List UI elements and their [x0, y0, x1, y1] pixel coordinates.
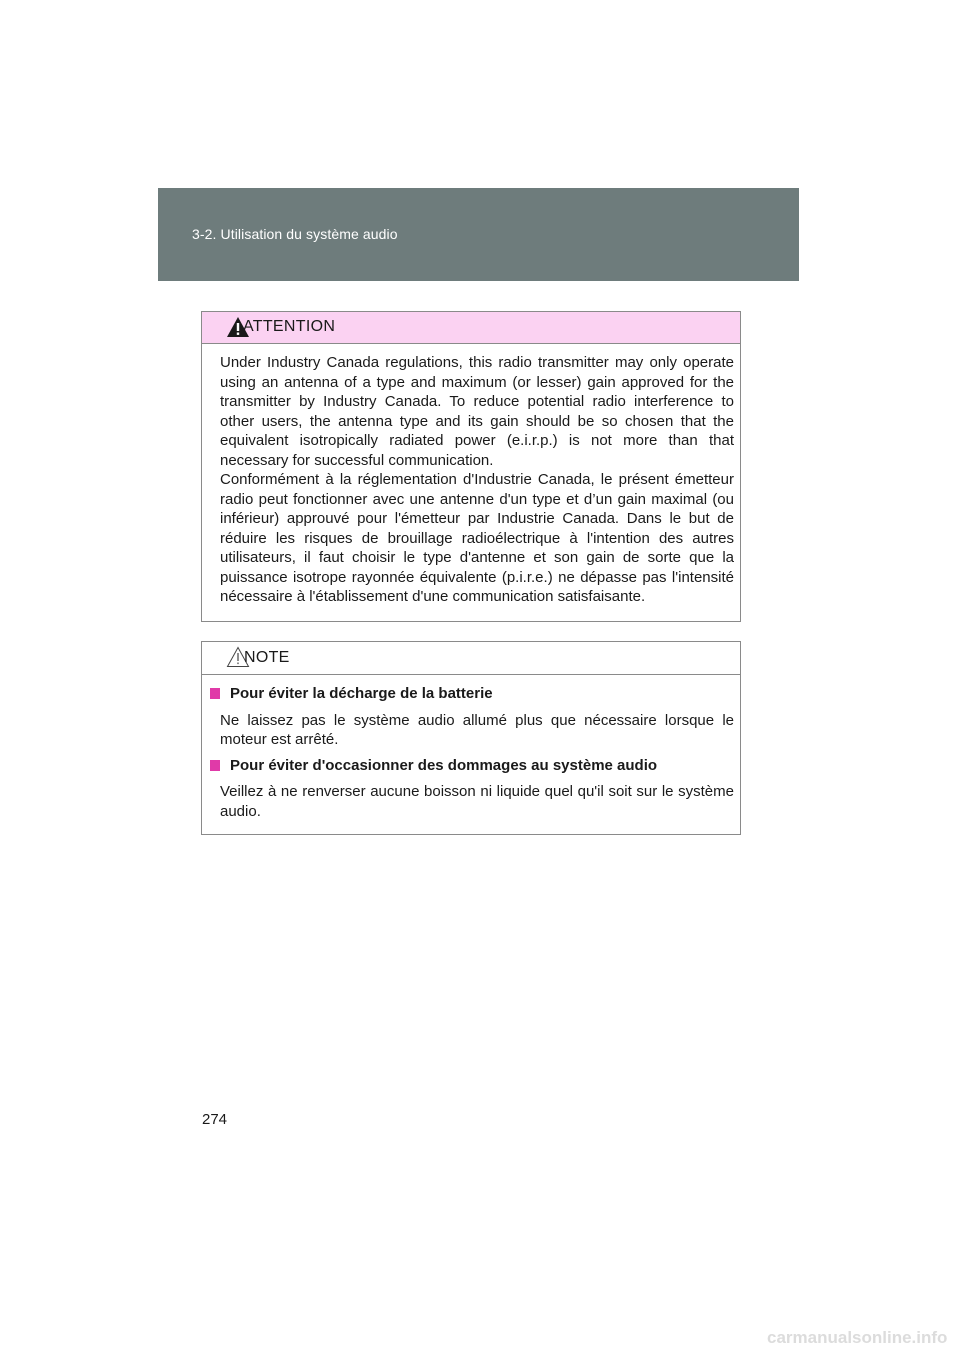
attention-paragraph-en: Under Industry Canada regulations, this radio transmitter may only operate using an antenna of a type and maximum (or lesser) gain approved for the transmitter by Industry Canada. To reduce potential radio interference to other users, the antenna type and its gain should be so chosen that the equivalent isotropically radiated power (e.i.r.p.) is not more than that necessary for successful communication.	[220, 354, 734, 469]
note-label: NOTE	[244, 649, 290, 666]
attention-label: ATTENTION	[243, 318, 336, 335]
attention-box	[201, 311, 741, 622]
note-item-title-text: Pour éviter la décharge de la batterie	[230, 685, 493, 702]
note-header	[202, 642, 740, 675]
section-title: 3-2. Utilisation du système audio	[192, 226, 398, 242]
attention-header	[202, 312, 740, 344]
note-item-title	[210, 756, 734, 776]
note-item-text: Ne laissez pas le système audio allumé plus que nécessaire lorsque le moteur est arrêté.	[220, 711, 734, 748]
note-body	[202, 675, 740, 821]
note-item-title-text: Pour éviter d'occasionner des dommages au système audio	[230, 756, 658, 774]
watermark-text: carmanualsonline.info	[767, 1328, 948, 1347]
watermark-logo	[767, 1322, 957, 1350]
attention-paragraph-fr: Conformément à la réglementation d'Industrie Canada, le présent émetteur radio peut fonctionner avec une antenne d'un type et d’un gain maximal (ou inférieur) approuvé pour l'émetteur par Industrie Canada. Dans le but de réduire les risques de brouillage radioélectrique à l'intention des autres utilisateurs, il faut choisir le type d'antenne et son gain de sorte que la puissance isotrope rayonnée équivalente (p.i.r.e.) ne dépasse pas l'intensité nécessaire à l'établissement d'une communication satisfaisante.	[220, 471, 734, 605]
bullet-square-icon	[210, 760, 220, 771]
note-item-title	[210, 684, 734, 704]
page-number: 274	[202, 1111, 228, 1128]
section-header-band	[158, 188, 799, 281]
note-item-text: Veillez à ne renverser aucune boisson ni liquide quel qu'il soit sur le système audio.	[220, 783, 734, 820]
note-box	[201, 641, 741, 835]
bullet-square-icon	[210, 688, 220, 699]
attention-body	[202, 344, 740, 607]
